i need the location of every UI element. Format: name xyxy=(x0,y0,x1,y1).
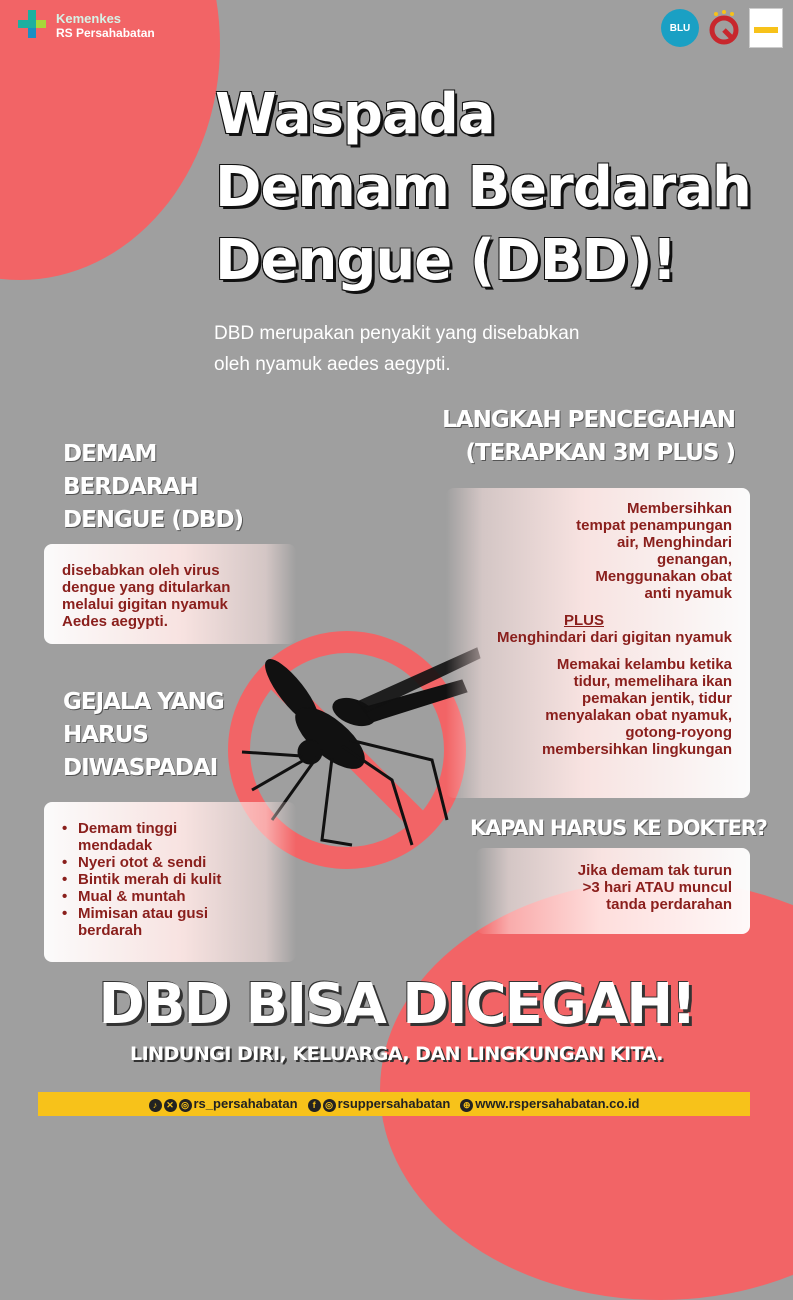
symptom-item: • Nyeri otot & sendi xyxy=(78,854,296,871)
pencegahan-line: Menggunakan obat xyxy=(595,568,732,585)
brand-line1: Kemenkes xyxy=(56,11,122,26)
dbd-card xyxy=(44,544,296,644)
facebook-icon: f xyxy=(308,1099,321,1112)
instagram-icon: ◎ xyxy=(179,1099,192,1112)
dbd-text-line: Aedes aegypti. xyxy=(62,613,168,630)
gejala-heading-line: HARUS xyxy=(63,722,149,748)
symptom-item: • Mual & muntah xyxy=(78,888,296,905)
dbd-text-line: disebabkan oleh virus xyxy=(62,562,220,579)
dbd-heading-line: BERDARAH xyxy=(63,474,198,500)
dokter-line: Jika demam tak turun xyxy=(577,862,732,879)
title-line3: Dengue (DBD)! xyxy=(215,228,677,293)
website-group xyxy=(460,1096,639,1112)
symptom-item: • Demam tinggi mendadak xyxy=(78,820,208,854)
pencegahan-card xyxy=(446,488,750,798)
symptom-list xyxy=(60,820,296,939)
pencegahan-heading-line: LANGKAH PENCEGAHAN xyxy=(442,407,735,433)
social-link-2[interactable]: rsuppersahabatan xyxy=(337,1096,451,1111)
dbd-heading-line: DENGUE (DBD) xyxy=(63,507,244,533)
dokter-heading: KAPAN HARUS KE DOKTER? xyxy=(470,816,767,840)
kemenkes-mark-icon xyxy=(14,8,50,44)
pencegahan-line: membersihkan lingkungan xyxy=(541,741,732,758)
dokter-line: tanda perdarahan xyxy=(606,896,732,913)
gejala-heading xyxy=(63,686,224,785)
subtitle-line2: oleh nyamuk aedes aegypti. xyxy=(214,354,451,375)
quality-badge-icon xyxy=(707,9,741,47)
subtitle xyxy=(214,318,674,380)
globe-icon: ⊕ xyxy=(460,1099,473,1112)
dbd-heading xyxy=(63,438,243,537)
kemenkes-logo xyxy=(14,8,155,44)
coral-blob-bottom-right xyxy=(380,880,793,1300)
plus-line: Menghindari dari gigitan nyamuk xyxy=(496,629,732,646)
pencegahan-line: tidur, memelihara ikan xyxy=(573,673,732,690)
instagram-icon: ◎ xyxy=(323,1099,336,1112)
dbd-heading-line: DEMAM xyxy=(63,441,157,467)
pencegahan-line: pemakan jentik, tidur xyxy=(581,690,732,707)
dbd-text-line: melalui gigitan nyamuk xyxy=(62,596,228,613)
social-group-2 xyxy=(308,1096,451,1112)
main-title xyxy=(215,78,775,297)
website-link[interactable]: www.rspersahabatan.co.id xyxy=(475,1096,640,1111)
pencegahan-line: air, Menghindari xyxy=(616,534,732,551)
symptom-item: • Bintik merah di kulit xyxy=(78,871,296,888)
pencegahan-line: gotong-royong xyxy=(625,724,732,741)
pencegahan-heading-line: (TERAPKAN 3M PLUS ) xyxy=(465,440,735,466)
pencegahan-line: genangan, xyxy=(656,551,732,568)
social-group-1 xyxy=(149,1096,298,1112)
social-link-1[interactable]: rs_persahabatan xyxy=(193,1096,298,1111)
footer-bar xyxy=(38,1092,750,1116)
title-line2: Demam Berdarah xyxy=(215,155,751,220)
x-icon: ✕ xyxy=(164,1099,177,1112)
tiktok-icon: ♪ xyxy=(149,1099,162,1112)
blu-badge: BLU xyxy=(661,9,699,47)
accreditation-badges xyxy=(661,8,783,48)
title-line1: Waspada xyxy=(215,82,495,147)
hospital-rating-badge xyxy=(749,8,783,48)
dokter-line: >3 hari ATAU muncul xyxy=(582,879,732,896)
pencegahan-heading xyxy=(442,404,735,470)
pencegahan-line: menyalakan obat nyamuk, xyxy=(545,707,732,724)
brand-line2: RS Persahabatan xyxy=(56,26,155,40)
pencegahan-line: tempat penampungan xyxy=(576,517,732,534)
subtitle-line1: DBD merupakan penyakit yang disebabkan xyxy=(214,323,580,344)
gejala-card xyxy=(44,802,296,962)
slogan: DBD BISA DICEGAH! xyxy=(98,972,695,1037)
dokter-card xyxy=(476,848,750,934)
gejala-heading-line: DIWASPADAI xyxy=(63,755,218,781)
gejala-heading-line: GEJALA YANG xyxy=(63,689,224,715)
pencegahan-line: Memakai kelambu ketika xyxy=(556,656,732,673)
pencegahan-line: Membersihkan xyxy=(626,500,732,517)
tagline: LINDUNGI DIRI, KELUARGA, DAN LINGKUNGAN KITA. xyxy=(130,1043,663,1065)
symptom-item: • Mimisan atau gusi berdarah xyxy=(78,905,248,939)
dbd-text-line: dengue yang ditularkan xyxy=(62,579,231,596)
plus-label: PLUS xyxy=(563,612,604,629)
pencegahan-line: anti nyamuk xyxy=(644,585,732,602)
